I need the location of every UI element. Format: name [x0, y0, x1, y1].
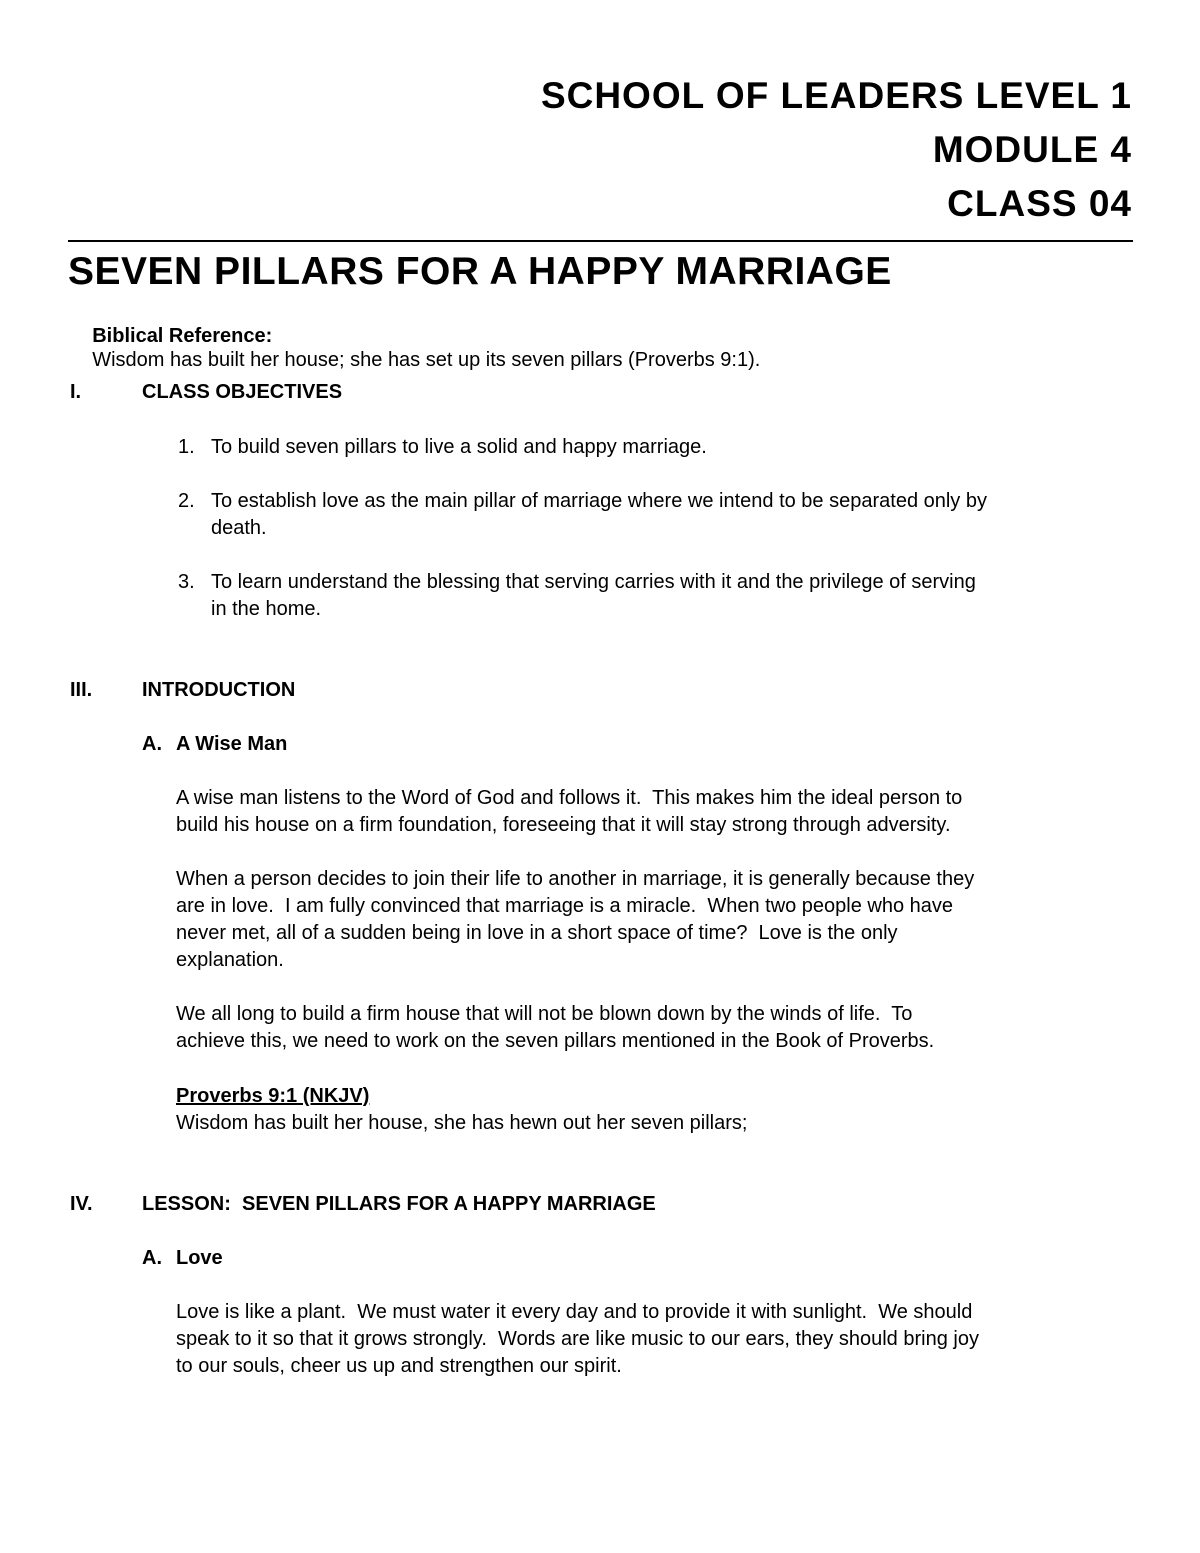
- section-heading-objectives: CLASS OBJECTIVES: [142, 381, 343, 403]
- page-title: SEVEN PILLARS FOR A HAPPY MARRIAGE: [68, 250, 892, 293]
- verse-text: Wisdom has built her house, she has hewn out her seven pillars;: [176, 1112, 748, 1134]
- section-heading-lesson: LESSON: SEVEN PILLARS FOR A HAPPY MARRIAGE: [142, 1193, 656, 1215]
- reference-text: Wisdom has built her house; she has set up its seven pillars (Proverbs 9:1).: [92, 349, 761, 371]
- objective-line: To establish love as the main pillar of marriage where we intend to be separated only by: [211, 490, 987, 512]
- objective-line: in the home.: [211, 598, 322, 620]
- header-line-2: MODULE 4: [932, 129, 1132, 170]
- header-line-3: CLASS 04: [947, 183, 1132, 224]
- paragraph-line: We all long to build a firm house that will not be blown down by the winds of life. To: [176, 1003, 913, 1025]
- verse-reference: Proverbs 9:1 (NKJV): [176, 1085, 370, 1107]
- section-numeral-introduction: III.: [70, 679, 93, 701]
- section-numeral-objectives: I.: [70, 381, 82, 403]
- header-line-1: SCHOOL OF LEADERS LEVEL 1: [540, 75, 1132, 116]
- paragraph-line: to our souls, cheer us up and strengthen our spirit.: [176, 1355, 622, 1377]
- reference-label: Biblical Reference:: [92, 325, 273, 347]
- paragraph-line: Love is like a plant. We must water it every day and to provide it with sunlight. We should: [176, 1301, 973, 1323]
- paragraph-line: explanation.: [176, 949, 284, 971]
- subsection-letter: A.: [142, 1247, 162, 1269]
- section-heading-introduction: INTRODUCTION: [142, 679, 296, 701]
- paragraph-line: speak to it so that it grows strongly. Words are like music to our ears, they should bring joy: [176, 1328, 979, 1350]
- header-divider: [68, 240, 1133, 242]
- paragraph-line: A wise man listens to the Word of God and follows it. This makes him the ideal person to: [176, 787, 963, 809]
- objective-line: To learn understand the blessing that serving carries with it and the privilege of serving: [211, 571, 976, 593]
- objective-number: 2.: [178, 490, 195, 512]
- subsection-title: Love: [176, 1247, 223, 1269]
- paragraph-line: never met, all of a sudden being in love in a short space of time? Love is the only: [176, 922, 898, 944]
- paragraph-line: are in love. I am fully convinced that marriage is a miracle. When two people who have: [176, 895, 954, 917]
- subsection-title: A Wise Man: [176, 733, 288, 755]
- section-numeral-lesson: IV.: [70, 1193, 93, 1215]
- subsection-letter: A.: [142, 733, 162, 755]
- objective-line: death.: [211, 517, 267, 539]
- objective-number: 3.: [178, 571, 195, 593]
- objective-line: To build seven pillars to live a solid and happy marriage.: [211, 436, 707, 458]
- paragraph-line: When a person decides to join their life to another in marriage, it is generally because they: [176, 868, 975, 890]
- objective-number: 1.: [178, 436, 195, 458]
- paragraph-line: build his house on a firm foundation, foreseeing that it will stay strong through adversity.: [176, 814, 951, 836]
- paragraph-line: achieve this, we need to work on the seven pillars mentioned in the Book of Proverbs.: [176, 1030, 935, 1052]
